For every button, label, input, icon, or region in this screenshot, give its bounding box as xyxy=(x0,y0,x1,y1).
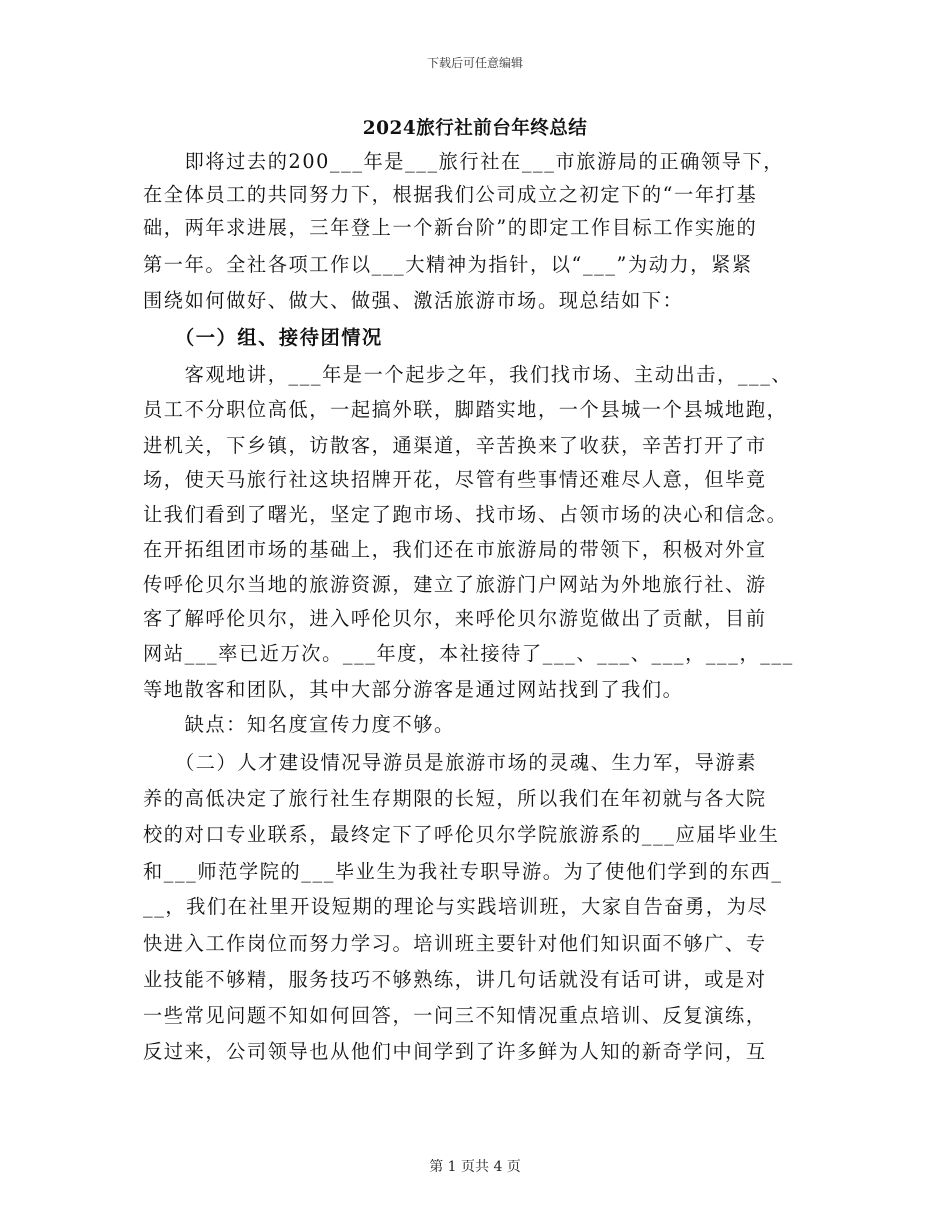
body-line: 围绕如何做好、做大、做强、激活旅游市场。现总结如下： xyxy=(143,289,684,312)
body-line: 础，两年求进展，三年登上一个新台阶”的即定工作目标工作实施的 xyxy=(143,216,758,239)
body-line: 即将过去的200___年是___旅行社在___市旅游局的正确领导下， xyxy=(143,150,785,173)
body-line: 反过来，公司领导也从他们中间学到了许多鲜为人知的新奇学问，互 xyxy=(143,1040,767,1063)
body-line: 缺点：知名度宣传力度不够。 xyxy=(143,713,455,736)
body-line: 客了解呼伦贝尔，进入呼伦贝尔，来呼伦贝尔游览做出了贡献，目前 xyxy=(143,607,767,630)
page-header: 下载后可任意编辑 xyxy=(426,56,523,70)
body-line: 校的对口专业联系，最终定下了呼伦贝尔学院旅游系的___应届毕业生 xyxy=(143,823,780,846)
body-line: 客观地讲，___年是一个起步之年，我们找市场、主动出击，___、 xyxy=(143,363,793,386)
body-line: 场，使天马旅行社这块招牌开花，尽管有些事情还难尽人意，但毕竟 xyxy=(143,468,767,491)
page-footer: 第 1 页共 4 页 xyxy=(429,1159,521,1175)
body-line: 第一年。全社各项工作以___大精神为指针，以“___”为动力，紧紧 xyxy=(143,253,753,276)
body-line: __，我们在社里开设短期的理论与实践培训班，大家自告奋勇，为尽 xyxy=(143,895,769,918)
body-line: 进机关，下乡镇，访散客，通渠道，辛苦换来了收获，辛苦打开了市 xyxy=(143,434,767,457)
body-line: 一些常见问题不知如何回答，一问三不知情况重点培训、反复演练， xyxy=(143,1004,767,1027)
body-line: 让我们看到了曙光，坚定了跑市场、找市场、占领市场的决心和信念。 xyxy=(143,503,788,526)
section-heading: （一）组、接待团情况 xyxy=(143,326,383,349)
body-line: 等地散客和团队，其中大部分游客是通过网站找到了我们。 xyxy=(143,678,684,701)
body-line: 养的高低决定了旅行社生存期限的长短，所以我们在年初就与各大院 xyxy=(143,787,767,810)
body-line: 在开拓组团市场的基础上，我们还在市旅游局的带领下，积极对外宣 xyxy=(143,538,767,561)
body-line: 业技能不够精，服务技巧不够熟练，讲几句话就没有话可讲，或是对 xyxy=(143,968,767,991)
document-title: 2024旅行社前台年终总结 xyxy=(362,118,588,139)
body-line: 在全体员工的共同努力下，根据我们公司成立之初定下的“一年打基 xyxy=(143,183,758,206)
body-line: 员工不分职位高低，一起搞外联，脚踏实地，一个县城一个县城地跑， xyxy=(143,398,788,421)
body-line: 和___师范学院的___毕业生为我社专职导游。为了使他们学到的东西_ xyxy=(143,860,783,883)
body-line: 快进入工作岗位而努力学习。培训班主要针对他们知识面不够广、专 xyxy=(143,932,767,955)
body-line: （二）人才建设情况导游员是旅游市场的灵魂、生力军，导游素 xyxy=(143,751,758,774)
body-line: 网站___率已近万次。___年度，本社接待了___、___、___，___，___ xyxy=(143,642,794,665)
body-line: 传呼伦贝尔当地的旅游资源，建立了旅游门户网站为外地旅行社、游 xyxy=(143,573,767,596)
